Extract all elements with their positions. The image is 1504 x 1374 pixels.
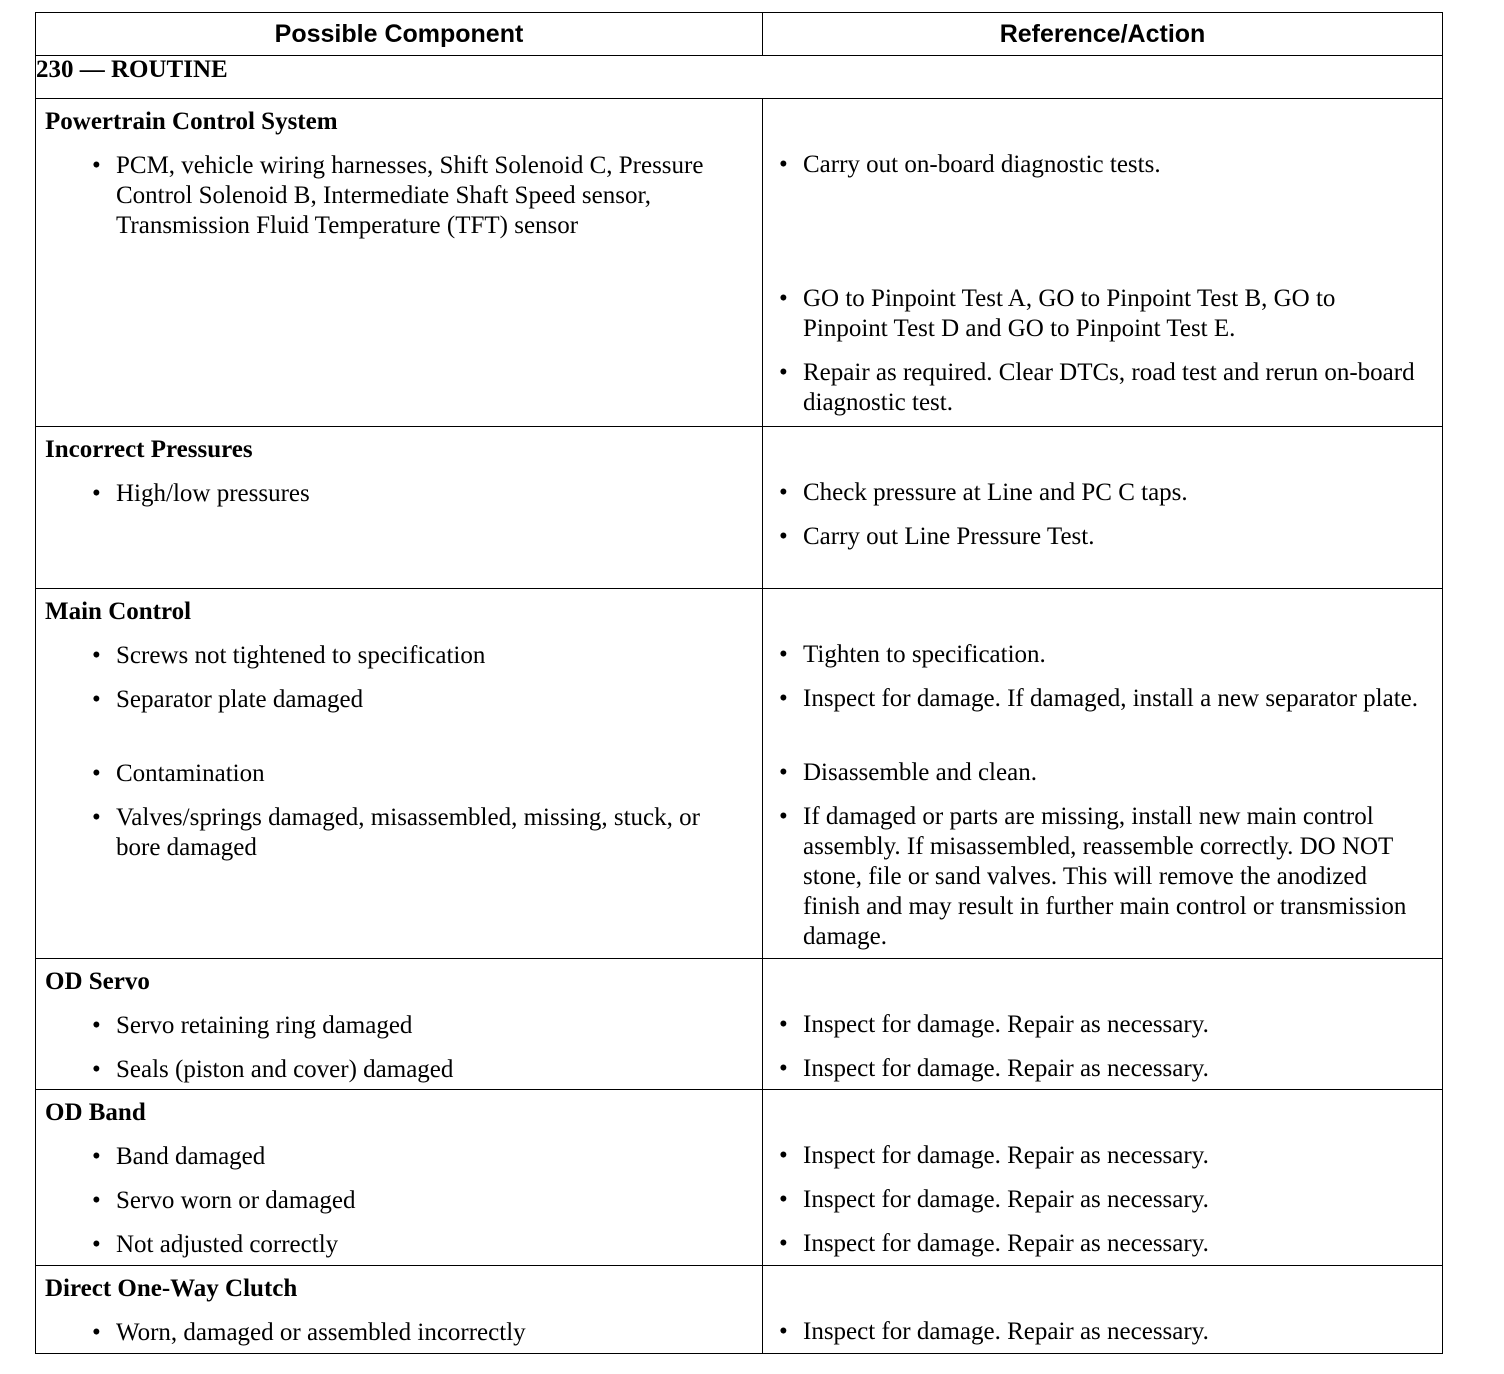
list-item xyxy=(779,522,1423,552)
list-item xyxy=(779,1317,1423,1347)
list-item xyxy=(779,150,1423,180)
bullet-icon: • xyxy=(92,760,101,787)
bullet-icon: • xyxy=(779,479,788,506)
component-text: Separator plate damaged xyxy=(116,686,364,713)
component-text: Servo retaining ring damaged xyxy=(116,1012,413,1039)
component-text: Valves/springs damaged, misassembled, missing, stuck, or bore damaged xyxy=(116,804,700,861)
list-item xyxy=(92,1142,746,1172)
list-item xyxy=(779,684,1423,714)
table-row xyxy=(36,427,1443,589)
bullet-icon: • xyxy=(92,1143,101,1170)
component-cell xyxy=(36,1090,763,1266)
action-cell xyxy=(763,589,1443,959)
section-title: Incorrect Pressures xyxy=(45,436,253,463)
section-title: OD Servo xyxy=(45,968,150,995)
bullet-icon: • xyxy=(779,151,788,178)
section-title: Direct One-Way Clutch xyxy=(45,1275,298,1302)
list-item xyxy=(779,1054,1423,1084)
bullet-icon: • xyxy=(92,686,101,713)
component-text: PCM, vehicle wiring harnesses, Shift Solenoid C, Pressure Control Solenoid B, Intermediate Shaft Speed sensor, Transmission Fluid Temperature (TFT) sensor xyxy=(116,152,704,239)
bullet-icon: • xyxy=(779,1011,788,1038)
action-text: Check pressure at Line and PC C taps. xyxy=(803,479,1188,506)
component-cell xyxy=(36,959,763,1090)
action-text: GO to Pinpoint Test A, GO to Pinpoint Test B, GO to Pinpoint Test D and GO to Pinpoint Test E. xyxy=(803,285,1336,342)
list-item xyxy=(779,478,1423,508)
action-text: Inspect for damage. Repair as necessary. xyxy=(803,1318,1209,1345)
action-text: If damaged or parts are missing, install new main control assembly. If misassembled, reassemble correctly. DO NOT stone, file or sand valves. This will remove the anodized finish and may result in further main control or transmission damage. xyxy=(803,803,1407,950)
list-item xyxy=(779,1229,1423,1259)
action-cell xyxy=(763,99,1443,427)
list-item xyxy=(779,758,1423,788)
routine-label: 230 — ROUTINE xyxy=(36,56,1443,99)
bullet-icon: • xyxy=(779,803,788,830)
bullet-icon: • xyxy=(779,285,788,312)
action-cell xyxy=(763,427,1443,589)
bullet-icon: • xyxy=(779,1142,788,1169)
bullet-icon: • xyxy=(779,523,788,550)
section-title: OD Band xyxy=(45,1099,146,1126)
list-item xyxy=(92,1011,746,1041)
component-cell xyxy=(36,589,763,959)
bullet-icon: • xyxy=(92,152,101,179)
component-text: Worn, damaged or assembled incorrectly xyxy=(116,1319,526,1346)
component-text: High/low pressures xyxy=(116,480,310,507)
list-item xyxy=(92,151,746,241)
bullet-icon: • xyxy=(92,804,101,831)
bullet-icon: • xyxy=(779,685,788,712)
list-item xyxy=(92,479,746,509)
table-row xyxy=(36,1266,1443,1354)
action-cell xyxy=(763,1090,1443,1266)
table-row xyxy=(36,959,1443,1090)
list-item xyxy=(92,1230,746,1260)
component-text: Not adjusted correctly xyxy=(116,1231,339,1258)
bullet-icon: • xyxy=(779,641,788,668)
action-text: Tighten to specification. xyxy=(803,641,1046,668)
list-item xyxy=(779,1010,1423,1040)
routine-row xyxy=(36,56,1443,99)
table-row xyxy=(36,589,1443,959)
action-text: Inspect for damage. Repair as necessary. xyxy=(803,1230,1209,1257)
column-header-action: Reference/Action xyxy=(763,13,1443,56)
action-text: Inspect for damage. Repair as necessary. xyxy=(803,1011,1209,1038)
action-text: Inspect for damage. Repair as necessary. xyxy=(803,1142,1209,1169)
column-header-component: Possible Component xyxy=(36,13,763,56)
bullet-icon: • xyxy=(779,1318,788,1345)
component-cell xyxy=(36,1266,763,1354)
bullet-icon: • xyxy=(779,1055,788,1082)
bullet-icon: • xyxy=(779,759,788,786)
table-row xyxy=(36,1090,1443,1266)
action-text: Inspect for damage. Repair as necessary. xyxy=(803,1186,1209,1213)
bullet-icon: • xyxy=(92,1056,101,1083)
action-text: Inspect for damage. Repair as necessary. xyxy=(803,1055,1209,1082)
list-item xyxy=(92,759,746,789)
bullet-icon: • xyxy=(779,359,788,386)
bullet-icon: • xyxy=(779,1230,788,1257)
bullet-icon: • xyxy=(92,642,101,669)
section-title: Main Control xyxy=(45,598,192,625)
component-cell xyxy=(36,427,763,589)
component-text: Band damaged xyxy=(116,1143,266,1170)
component-text: Seals (piston and cover) damaged xyxy=(116,1056,454,1083)
action-text: Repair as required. Clear DTCs, road test and rerun on-board diagnostic test. xyxy=(803,359,1415,416)
bullet-icon: • xyxy=(92,1231,101,1258)
list-item xyxy=(92,685,746,715)
list-item xyxy=(779,1141,1423,1171)
list-item xyxy=(92,1055,746,1085)
list-item xyxy=(92,1186,746,1216)
diagnostic-table xyxy=(35,12,1443,1354)
table-row xyxy=(36,99,1443,427)
list-item xyxy=(779,802,1423,952)
bullet-icon: • xyxy=(92,1187,101,1214)
list-item xyxy=(779,640,1423,670)
bullet-icon: • xyxy=(92,480,101,507)
list-item xyxy=(779,1185,1423,1215)
list-item xyxy=(779,358,1423,418)
action-text: Carry out Line Pressure Test. xyxy=(803,523,1095,550)
list-item xyxy=(92,1318,746,1348)
list-item xyxy=(779,284,1423,344)
component-text: Screws not tightened to specification xyxy=(116,642,486,669)
bullet-icon: • xyxy=(779,1186,788,1213)
component-cell xyxy=(36,99,763,427)
action-text: Disassemble and clean. xyxy=(803,759,1037,786)
action-text: Carry out on-board diagnostic tests. xyxy=(803,151,1161,178)
bullet-icon: • xyxy=(92,1319,101,1346)
component-text: Servo worn or damaged xyxy=(116,1187,356,1214)
action-cell xyxy=(763,1266,1443,1354)
list-item xyxy=(92,803,746,863)
list-item xyxy=(92,641,746,671)
bullet-icon: • xyxy=(92,1012,101,1039)
header-row xyxy=(36,13,1443,56)
component-text: Contamination xyxy=(116,760,265,787)
action-cell xyxy=(763,959,1443,1090)
section-title: Powertrain Control System xyxy=(45,108,338,135)
action-text: Inspect for damage. If damaged, install a new separator plate. xyxy=(803,685,1419,712)
